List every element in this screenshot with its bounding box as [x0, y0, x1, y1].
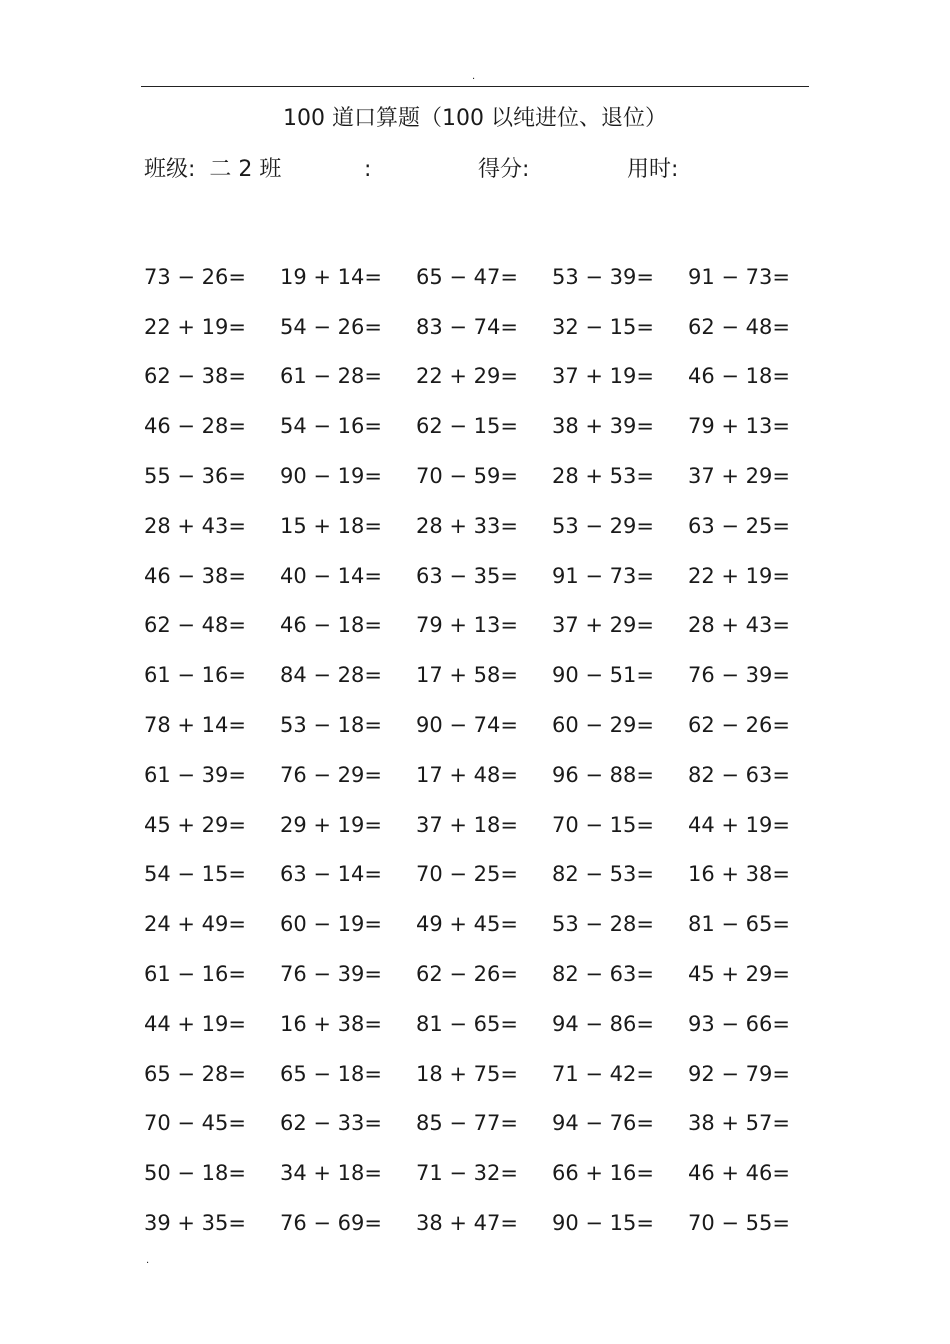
- problem-row: [144, 1198, 824, 1248]
- problem-item: 62 − 48=: [688, 314, 790, 339]
- problem-item: 85 − 77=: [416, 1111, 518, 1136]
- problem-row: [144, 451, 824, 501]
- problem-item: 70 − 55=: [688, 1211, 790, 1236]
- problem-row: [144, 1049, 824, 1099]
- problem-item: 63 − 35=: [416, 563, 518, 588]
- problem-item: 96 − 88=: [552, 762, 654, 787]
- problem-row: [144, 750, 824, 800]
- problem-item: 91 − 73=: [688, 264, 790, 289]
- problem-item: 70 − 25=: [416, 862, 518, 887]
- problem-row: [144, 551, 824, 601]
- problem-item: 70 − 15=: [552, 812, 654, 837]
- problem-item: 16 + 38=: [280, 1011, 382, 1036]
- problem-item: 46 − 18=: [688, 364, 790, 389]
- problem-item: 39 + 35=: [144, 1211, 246, 1236]
- problem-item: 84 − 28=: [280, 663, 382, 688]
- problem-item: 76 − 29=: [280, 762, 382, 787]
- problem-row: [144, 601, 824, 651]
- problem-item: 54 − 16=: [280, 414, 382, 439]
- top-mark: .: [472, 71, 476, 82]
- bottom-mark: .: [146, 1255, 150, 1266]
- problem-item: 54 − 26=: [280, 314, 382, 339]
- problem-item: 24 + 49=: [144, 912, 246, 937]
- problem-row: [144, 949, 824, 999]
- problem-item: 28 + 43=: [688, 613, 790, 638]
- problem-item: 44 + 19=: [144, 1011, 246, 1036]
- problem-row: [144, 800, 824, 850]
- problem-item: 62 − 33=: [280, 1111, 382, 1136]
- problem-item: 38 + 47=: [416, 1211, 518, 1236]
- problem-item: 46 − 28=: [144, 414, 246, 439]
- problem-item: 53 − 39=: [552, 264, 654, 289]
- problem-item: 37 + 29=: [552, 613, 654, 638]
- problem-item: 63 − 14=: [280, 862, 382, 887]
- problem-row: [144, 352, 824, 402]
- problem-row: [144, 700, 824, 750]
- problem-item: 53 − 18=: [280, 713, 382, 738]
- problem-item: 53 − 29=: [552, 513, 654, 538]
- problem-item: 71 − 32=: [416, 1161, 518, 1186]
- problem-item: 91 − 73=: [552, 563, 654, 588]
- problem-item: 79 + 13=: [416, 613, 518, 638]
- problem-item: 34 + 18=: [280, 1161, 382, 1186]
- problem-item: 40 − 14=: [280, 563, 382, 588]
- problem-row: [144, 302, 824, 352]
- problem-item: 49 + 45=: [416, 912, 518, 937]
- problem-item: 94 − 86=: [552, 1011, 654, 1036]
- problem-item: 46 + 46=: [688, 1161, 790, 1186]
- problem-row: [144, 650, 824, 700]
- problem-item: 79 + 13=: [688, 414, 790, 439]
- problem-item: 37 + 18=: [416, 812, 518, 837]
- problem-item: 45 + 29=: [688, 962, 790, 987]
- problem-item: 22 + 19=: [688, 563, 790, 588]
- problem-item: 37 + 29=: [688, 464, 790, 489]
- name-label: :: [364, 157, 372, 182]
- problem-item: 83 − 74=: [416, 314, 518, 339]
- problem-item: 61 − 39=: [144, 762, 246, 787]
- problem-item: 28 + 33=: [416, 513, 518, 538]
- problem-item: 62 − 48=: [144, 613, 246, 638]
- problem-item: 54 − 15=: [144, 862, 246, 887]
- time-label: 用时:: [627, 157, 679, 182]
- problem-row: [144, 899, 824, 949]
- problem-item: 29 + 19=: [280, 812, 382, 837]
- problem-item: 76 − 39=: [688, 663, 790, 688]
- problem-row: [144, 1148, 824, 1198]
- problem-item: 22 + 19=: [144, 314, 246, 339]
- problem-item: 28 + 43=: [144, 513, 246, 538]
- problem-item: 60 − 19=: [280, 912, 382, 937]
- problem-item: 70 − 45=: [144, 1111, 246, 1136]
- problem-grid: [144, 252, 824, 1248]
- problem-item: 90 − 74=: [416, 713, 518, 738]
- header-rule: [141, 86, 809, 87]
- problem-item: 81 − 65=: [688, 912, 790, 937]
- page-title: 100 道口算题（100 以纯进位、退位）: [283, 106, 667, 131]
- problem-item: 17 + 48=: [416, 762, 518, 787]
- problem-item: 65 − 28=: [144, 1061, 246, 1086]
- problem-item: 16 + 38=: [688, 862, 790, 887]
- problem-item: 62 − 26=: [688, 713, 790, 738]
- problem-item: 66 + 16=: [552, 1161, 654, 1186]
- problem-item: 28 + 53=: [552, 464, 654, 489]
- problem-item: 55 − 36=: [144, 464, 246, 489]
- problem-item: 82 − 53=: [552, 862, 654, 887]
- problem-item: 60 − 29=: [552, 713, 654, 738]
- problem-row: [144, 401, 824, 451]
- problem-item: 62 − 15=: [416, 414, 518, 439]
- problem-item: 73 − 26=: [144, 264, 246, 289]
- problem-item: 70 − 59=: [416, 464, 518, 489]
- problem-item: 65 − 18=: [280, 1061, 382, 1086]
- problem-item: 90 − 51=: [552, 663, 654, 688]
- problem-item: 92 − 79=: [688, 1061, 790, 1086]
- problem-item: 61 − 28=: [280, 364, 382, 389]
- problem-item: 76 − 69=: [280, 1211, 382, 1236]
- problem-row: [144, 252, 824, 302]
- problem-item: 76 − 39=: [280, 962, 382, 987]
- problem-item: 61 − 16=: [144, 962, 246, 987]
- problem-item: 63 − 25=: [688, 513, 790, 538]
- problem-row: [144, 999, 824, 1049]
- problem-item: 38 + 39=: [552, 414, 654, 439]
- problem-item: 65 − 47=: [416, 264, 518, 289]
- problem-item: 46 − 38=: [144, 563, 246, 588]
- problem-item: 78 + 14=: [144, 713, 246, 738]
- problem-item: 44 + 19=: [688, 812, 790, 837]
- problem-item: 45 + 29=: [144, 812, 246, 837]
- problem-item: 32 − 15=: [552, 314, 654, 339]
- problem-item: 62 − 38=: [144, 364, 246, 389]
- problem-item: 82 − 63=: [688, 762, 790, 787]
- problem-row: [144, 1099, 824, 1149]
- problem-item: 37 + 19=: [552, 364, 654, 389]
- problem-item: 71 − 42=: [552, 1061, 654, 1086]
- problem-item: 62 − 26=: [416, 962, 518, 987]
- class-label: 班级: 二 2 班: [144, 157, 282, 182]
- problem-item: 17 + 58=: [416, 663, 518, 688]
- problem-row: [144, 501, 824, 551]
- score-label: 得分:: [478, 157, 530, 182]
- problem-item: 22 + 29=: [416, 364, 518, 389]
- problem-item: 19 + 14=: [280, 264, 382, 289]
- problem-item: 53 − 28=: [552, 912, 654, 937]
- problem-item: 15 + 18=: [280, 513, 382, 538]
- problem-item: 38 + 57=: [688, 1111, 790, 1136]
- problem-item: 50 − 18=: [144, 1161, 246, 1186]
- problem-item: 90 − 19=: [280, 464, 382, 489]
- problem-item: 61 − 16=: [144, 663, 246, 688]
- problem-item: 93 − 66=: [688, 1011, 790, 1036]
- problem-item: 90 − 15=: [552, 1211, 654, 1236]
- problem-item: 46 − 18=: [280, 613, 382, 638]
- problem-row: [144, 850, 824, 900]
- problem-item: 18 + 75=: [416, 1061, 518, 1086]
- problem-item: 81 − 65=: [416, 1011, 518, 1036]
- problem-item: 94 − 76=: [552, 1111, 654, 1136]
- problem-item: 82 − 63=: [552, 962, 654, 987]
